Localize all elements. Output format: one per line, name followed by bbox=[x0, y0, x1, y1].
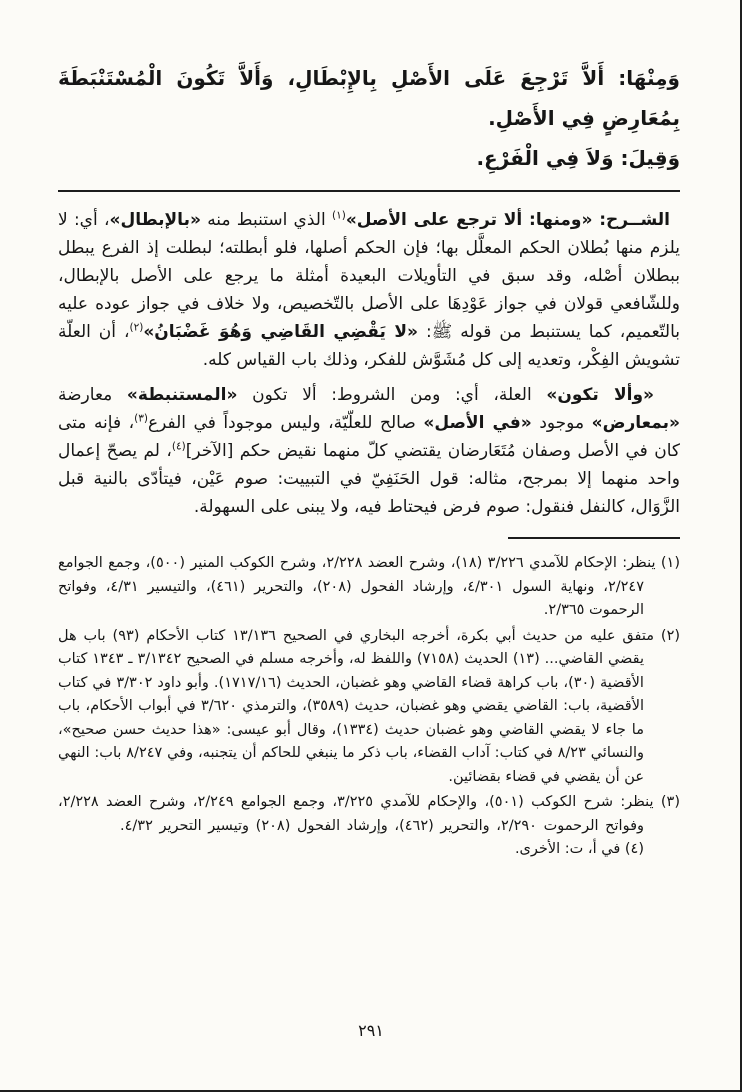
footnote-text: في أ، ت: الأخرى. bbox=[514, 841, 621, 857]
footnote-number: (١) bbox=[655, 555, 680, 571]
footnote-number: (٤) bbox=[620, 841, 644, 857]
footnote-text: ينظر: شرح الكوكب (٥٠١)، والإحكام للآمدي ٣/٢٢٥، وجمع الجوامع ٢/٢٤٩، وشرح العضد ٢/٢٢٨، وفواتح الرحموت ٢/٢٩٠، والتحرير (٤٦٢)، وإرشاد الفحول (٢٠٨) وتيسير التحرير ٤/٣٢. bbox=[58, 794, 654, 834]
footnote-ref: (٤) bbox=[171, 440, 186, 453]
footnote-divider bbox=[508, 537, 680, 539]
footnote-number: (٣) bbox=[653, 794, 680, 810]
commentary-paragraph bbox=[58, 206, 680, 374]
commentary-text: ، فإنه متى كان في الأصل وصفان مُتَعَارضان يقتضي كلّ منهما نقيض حكم [الآخر] bbox=[58, 413, 680, 461]
lemma-text: «بمعارض» bbox=[591, 413, 680, 433]
footnote bbox=[58, 791, 680, 862]
commentary-text: صالح للعلّيّة، وليس موجوداً في الفرع bbox=[147, 413, 424, 433]
commentary-text: الذي استنبط منه bbox=[200, 210, 332, 230]
lemma-text: «ومنها: ألا ترجع على الأصل» bbox=[345, 210, 593, 230]
footnotes-section bbox=[58, 552, 680, 862]
lemma-text: الشــرح: bbox=[592, 210, 670, 230]
footnote-number: (٢) bbox=[654, 627, 681, 644]
matn-section bbox=[58, 58, 680, 178]
matn-divider bbox=[58, 190, 680, 192]
lemma-text: «بالإبطال» bbox=[109, 210, 201, 230]
footnote bbox=[58, 625, 680, 790]
commentary-text: موجود bbox=[531, 413, 592, 433]
commentary-paragraph bbox=[58, 381, 680, 521]
commentary-text: العلة، أي: ومن الشروط: ألا تكون bbox=[237, 385, 547, 405]
footnote-text: ينظر: الإحكام للآمدي ٣/٢٢٦ (١٨)، وشرح العضد ٢/٢٢٨، وشرح الكوكب المنير (٥٠٠)، وجمع الجوامع ٢/٢٤٧، ونهاية السول ٤/٣٠١، وإرشاد الفحول (٢٠٨)، والتحرير (٤٦١)، والتيسير ٤/٣١، وفواتح الرحموت ٢/٣٦٥. bbox=[58, 555, 656, 618]
lemma-text: «وألا تكون» bbox=[546, 385, 655, 405]
footnote-ref: (١) bbox=[331, 209, 346, 222]
lemma-text: «لا يَقْضِي القَاضِي وَهُوَ غَضْبَانُ» bbox=[143, 322, 419, 342]
footnote-ref: (٢) bbox=[129, 321, 144, 334]
commentary-text: ، لم يصحّ إعمال واحد منهما إلا بمرجح، مثاله: قول الحَنَفِيّ في التبييت: صوم عَيْن، فيتأدّى بالنية قبل الزَّوَال، كالنفل فنقول: صوم فرض فيحتاط فيه، ولا يبنى على السهولة. bbox=[58, 441, 680, 517]
matn-paragraph: وَقِيلَ: وَلاَ فِي الْفَرْعِ. bbox=[476, 146, 680, 170]
footnote bbox=[58, 552, 680, 623]
commentary-section bbox=[58, 206, 680, 521]
matn-paragraph: وَمِنْهَا: أَلاَّ تَرْجِعَ عَلَى الأَصْلِ بِالإِبْطَالِ، وَأَلاَّ تَكُونَ الْمُسْتَنْبَطَةَ بِمُعَارِضٍ فِي الأَصْلِ. bbox=[58, 66, 680, 130]
page-number: ٢٩١ bbox=[358, 1021, 384, 1040]
commentary-text: معارضة bbox=[58, 385, 127, 405]
commentary-text: ، أي: لا يلزم منها بُطلان الحكم المعلَّل بها؛ فإن الحكم أصلها، فلو أبطلته؛ لبطلت إذ الفرع يبطل ببطلان أصْله، وقد سبق في التأويلات البعيدة أمثلة ما يرجع على الأصل بالإبطال، وللشّافعي قولان في جواز عَوْدِهَا على الأصل بالتّخصيص، ولا خلاف في جواز عوده عليه بالتّعميم، كما يستنبط من قوله ﷺ: bbox=[58, 210, 680, 342]
commentary-text: ، أن العلّة تشويش الفِكْر، وتعديه إلى كل مُشَوَّش للفكر، وذلك باب القياس كله. bbox=[58, 322, 680, 370]
footnote-ref: (٣) bbox=[134, 412, 148, 425]
lemma-text: «في الأصل» bbox=[423, 413, 532, 433]
footnote-text: متفق عليه من حديث أبي بكرة، أخرجه البخاري في الصحيح ١٣/١٣٦ كتاب الأحكام (٩٣) باب هل يقضي القاضي... (١٣) الحديث (٧١٥٨) واللفظ له، وأخرجه مسلم في الصحيح ٣/١٣٤٢ ـ ١٣٤٣ كتاب الأقضية (٣٠)، باب كراهة قضاء القاضي وهو غضبان، الحديث (١٧١٧/١٦). وأبو داود ٣/٣٠٢ في كتاب الأقضية، باب: القاضي يقضي وهو غضبان، حديث (٣٥٨٩)، والترمذي ٣/٦٢٠ في أبواب الأحكام، باب ما جاء لا يقضي القاضي وهو غضبان حديث (١٣٣٤)، وقال أبو عيسى: «هذا حديث حسن صحيح»، والنسائي ٨/٢٣ في كتاب: آداب القضاء، باب ذكر ما ينبغي للحاكم أن يتجنبه، وفي ٨/٢٤٧ باب: النهي عن أن يقضي في قضاء بقضائين. bbox=[58, 627, 654, 785]
lemma-text: «المستنبطة» bbox=[126, 385, 238, 405]
